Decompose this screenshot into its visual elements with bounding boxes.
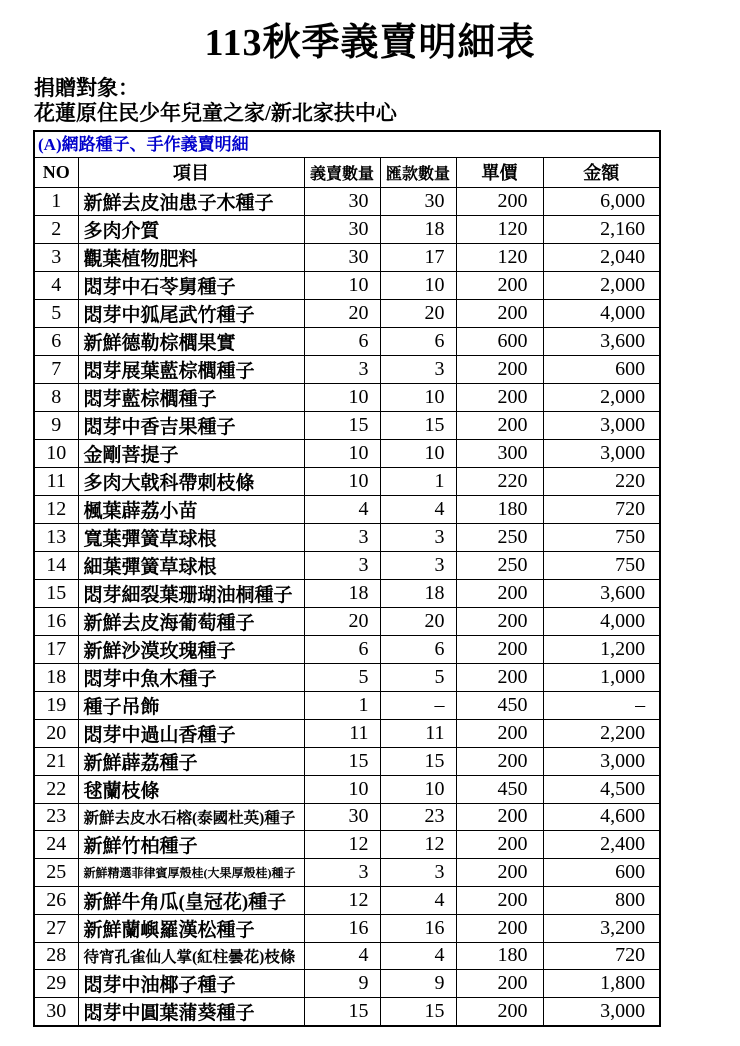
- amount-cell: 2,160: [543, 215, 660, 243]
- unit-price-cell: 120: [456, 243, 543, 271]
- unit-price-cell: 450: [456, 775, 543, 803]
- item-name-text: 觀葉植物肥料: [83, 248, 198, 270]
- amount-cell: 720: [543, 942, 660, 970]
- unit-price-cell: 200: [456, 607, 543, 635]
- table-row: [34, 942, 660, 970]
- amount-cell: 800: [543, 886, 660, 914]
- row-number-cell: 7: [34, 355, 78, 383]
- item-name-cell: [78, 831, 304, 859]
- remit-qty-cell: 10: [380, 271, 456, 299]
- item-name-text: 多肉大戟科帶刺枝條: [83, 472, 255, 494]
- sale-qty-cell: 15: [304, 411, 380, 439]
- table-row: [34, 970, 660, 998]
- table-row: [34, 355, 660, 383]
- item-name-text: 悶芽藍棕櫚種子: [83, 388, 217, 410]
- remit-qty-cell: 20: [380, 299, 456, 327]
- item-name-text: 悶芽中圓葉蒲葵種子: [83, 1003, 255, 1025]
- remit-qty-cell: 6: [380, 327, 456, 355]
- table-body: [34, 187, 660, 1026]
- item-name-cell: [78, 719, 304, 747]
- amount-cell: 3,200: [543, 914, 660, 942]
- item-name-text: 細葉彈簧草球根: [83, 556, 217, 578]
- remit-qty-cell: 6: [380, 635, 456, 663]
- item-name-cell: [78, 523, 304, 551]
- amount-cell: 3,000: [543, 411, 660, 439]
- unit-price-cell: 200: [456, 886, 543, 914]
- column-header-item: 項目: [78, 157, 304, 187]
- item-name-text: 金剛菩提子: [83, 444, 179, 466]
- remit-qty-cell: 3: [380, 859, 456, 887]
- item-name-cell: [78, 747, 304, 775]
- item-name-text: 新鮮去皮海葡萄種子: [83, 612, 255, 634]
- item-name-text: 悶芽中石苓舅種子: [83, 276, 236, 298]
- remit-qty-cell: 11: [380, 719, 456, 747]
- remit-qty-cell: 4: [380, 942, 456, 970]
- item-name-text: 寬葉彈簧草球根: [83, 528, 217, 550]
- remit-qty-cell: 16: [380, 914, 456, 942]
- row-number-cell: 25: [34, 859, 78, 887]
- sale-qty-cell: 5: [304, 663, 380, 691]
- sale-qty-cell: 10: [304, 383, 380, 411]
- row-number-cell: 13: [34, 523, 78, 551]
- row-number-cell: 16: [34, 607, 78, 635]
- remit-qty-cell: 12: [380, 831, 456, 859]
- remit-qty-cell: 10: [380, 439, 456, 467]
- item-name-cell: [78, 299, 304, 327]
- row-number-cell: 30: [34, 998, 78, 1027]
- remit-qty-cell: 3: [380, 551, 456, 579]
- table-row: [34, 215, 660, 243]
- remit-qty-cell: 20: [380, 607, 456, 635]
- amount-cell: 4,000: [543, 299, 660, 327]
- row-number-cell: 18: [34, 663, 78, 691]
- remit-qty-cell: 10: [380, 775, 456, 803]
- sale-qty-cell: 12: [304, 886, 380, 914]
- amount-cell: 3,000: [543, 439, 660, 467]
- sale-qty-cell: 1: [304, 691, 380, 719]
- item-name-text: 新鮮蘭嶼羅漢松種子: [83, 919, 255, 941]
- item-name-cell: [78, 439, 304, 467]
- amount-cell: 6,000: [543, 187, 660, 215]
- item-name-cell: [78, 942, 304, 970]
- row-number-cell: 22: [34, 775, 78, 803]
- table-row: [34, 523, 660, 551]
- row-number-cell: 10: [34, 439, 78, 467]
- sale-qty-cell: 30: [304, 187, 380, 215]
- sale-qty-cell: 16: [304, 914, 380, 942]
- unit-price-cell: 200: [456, 383, 543, 411]
- item-name-cell: [78, 215, 304, 243]
- column-header-no: NO: [34, 157, 78, 187]
- unit-price-cell: 600: [456, 327, 543, 355]
- amount-cell: 2,400: [543, 831, 660, 859]
- section-title: (A)網路種子、手作義賣明細: [34, 131, 660, 158]
- amount-cell: 3,000: [543, 998, 660, 1027]
- row-number-cell: 26: [34, 886, 78, 914]
- item-name-cell: [78, 243, 304, 271]
- unit-price-cell: 200: [456, 914, 543, 942]
- remit-qty-cell: 23: [380, 803, 456, 831]
- table-row: [34, 831, 660, 859]
- row-number-cell: 4: [34, 271, 78, 299]
- item-name-cell: [78, 383, 304, 411]
- table-row: [34, 327, 660, 355]
- amount-cell: 2,040: [543, 243, 660, 271]
- amount-cell: 3,000: [543, 747, 660, 775]
- item-name-text: 新鮮竹柏種子: [83, 836, 198, 858]
- sale-qty-cell: 10: [304, 271, 380, 299]
- sale-qty-cell: 3: [304, 551, 380, 579]
- remit-qty-cell: 15: [380, 998, 456, 1027]
- row-number-cell: 3: [34, 243, 78, 271]
- sale-qty-cell: 6: [304, 635, 380, 663]
- unit-price-cell: 180: [456, 942, 543, 970]
- table-row: [34, 579, 660, 607]
- sale-qty-cell: 12: [304, 831, 380, 859]
- unit-price-cell: 200: [456, 803, 543, 831]
- row-number-cell: 6: [34, 327, 78, 355]
- item-name-text: 新鮮精選菲律賓厚殼桂(大果厚殼桂)種子: [83, 866, 296, 881]
- amount-cell: 750: [543, 551, 660, 579]
- table-row: [34, 691, 660, 719]
- item-name-text: 新鮮薜荔種子: [83, 752, 198, 774]
- column-header-amount: 金額: [543, 157, 660, 187]
- item-name-cell: [78, 495, 304, 523]
- item-name-cell: [78, 886, 304, 914]
- remit-qty-cell: –: [380, 691, 456, 719]
- amount-cell: 1,000: [543, 663, 660, 691]
- table-row: [34, 998, 660, 1027]
- item-name-cell: [78, 411, 304, 439]
- sale-qty-cell: 10: [304, 467, 380, 495]
- item-name-text: 楓葉薜荔小苗: [83, 500, 198, 522]
- unit-price-cell: 120: [456, 215, 543, 243]
- row-number-cell: 19: [34, 691, 78, 719]
- amount-cell: –: [543, 691, 660, 719]
- table-row: [34, 859, 660, 887]
- unit-price-cell: 200: [456, 831, 543, 859]
- column-header-remit-qty: 匯款數量: [380, 157, 456, 187]
- item-name-cell: [78, 859, 304, 887]
- row-number-cell: 27: [34, 914, 78, 942]
- item-name-text: 悶芽細裂葉珊瑚油桐種子: [83, 584, 293, 606]
- sale-qty-cell: 3: [304, 523, 380, 551]
- table-row: [34, 411, 660, 439]
- remit-qty-cell: 4: [380, 886, 456, 914]
- item-name-cell: [78, 187, 304, 215]
- row-number-cell: 9: [34, 411, 78, 439]
- item-name-cell: [78, 467, 304, 495]
- item-name-text: 新鮮沙漠玫瑰種子: [83, 640, 236, 662]
- sale-qty-cell: 4: [304, 942, 380, 970]
- remit-qty-cell: 18: [380, 579, 456, 607]
- item-name-cell: [78, 635, 304, 663]
- remit-qty-cell: 4: [380, 495, 456, 523]
- amount-cell: 220: [543, 467, 660, 495]
- item-name-text: 毬蘭枝條: [83, 780, 160, 802]
- table-header-row: [34, 157, 660, 187]
- sale-qty-cell: 20: [304, 607, 380, 635]
- unit-price-cell: 200: [456, 635, 543, 663]
- table-row: [34, 551, 660, 579]
- remit-qty-cell: 17: [380, 243, 456, 271]
- item-name-cell: [78, 551, 304, 579]
- item-name-cell: [78, 355, 304, 383]
- item-name-text: 悶芽中香吉果種子: [83, 416, 236, 438]
- unit-price-cell: 300: [456, 439, 543, 467]
- donation-label: 捐贈對象：: [34, 75, 139, 100]
- amount-cell: 4,600: [543, 803, 660, 831]
- item-name-text: 新鮮去皮水石榕(泰國杜英)種子: [83, 809, 296, 827]
- unit-price-cell: 250: [456, 551, 543, 579]
- sale-qty-cell: 30: [304, 215, 380, 243]
- unit-price-cell: 200: [456, 970, 543, 998]
- table-row: [34, 747, 660, 775]
- unit-price-cell: 200: [456, 747, 543, 775]
- table-row: [34, 635, 660, 663]
- remit-qty-cell: 15: [380, 411, 456, 439]
- row-number-cell: 21: [34, 747, 78, 775]
- remit-qty-cell: 3: [380, 355, 456, 383]
- row-number-cell: 15: [34, 579, 78, 607]
- row-number-cell: 12: [34, 495, 78, 523]
- amount-cell: 720: [543, 495, 660, 523]
- donation-info: [34, 76, 740, 126]
- sale-qty-cell: 30: [304, 243, 380, 271]
- row-number-cell: 8: [34, 383, 78, 411]
- remit-qty-cell: 1: [380, 467, 456, 495]
- table-row: [34, 243, 660, 271]
- amount-cell: 1,200: [543, 635, 660, 663]
- remit-qty-cell: 9: [380, 970, 456, 998]
- sale-qty-cell: 3: [304, 355, 380, 383]
- amount-cell: 3,600: [543, 579, 660, 607]
- sale-qty-cell: 15: [304, 998, 380, 1027]
- row-number-cell: 2: [34, 215, 78, 243]
- amount-cell: 2,200: [543, 719, 660, 747]
- remit-qty-cell: 15: [380, 747, 456, 775]
- remit-qty-cell: 30: [380, 187, 456, 215]
- row-number-cell: 20: [34, 719, 78, 747]
- item-name-text: 種子吊飾: [83, 696, 160, 718]
- item-name-text: 待宵孔雀仙人掌(紅柱曇花)枝條: [83, 948, 296, 966]
- unit-price-cell: 180: [456, 495, 543, 523]
- item-name-text: 新鮮去皮油患子木種子: [83, 192, 274, 214]
- item-name-text: 多肉介質: [83, 220, 160, 242]
- remit-qty-cell: 5: [380, 663, 456, 691]
- unit-price-cell: 200: [456, 187, 543, 215]
- table-row: [34, 187, 660, 215]
- sale-qty-cell: 20: [304, 299, 380, 327]
- item-name-cell: [78, 970, 304, 998]
- item-name-cell: [78, 607, 304, 635]
- table-row: [34, 467, 660, 495]
- table-row: [34, 439, 660, 467]
- item-name-text: 新鮮德勒棕櫚果實: [83, 332, 236, 354]
- table-row: [34, 803, 660, 831]
- amount-cell: 4,500: [543, 775, 660, 803]
- item-name-text: 悶芽展葉藍棕櫚種子: [83, 360, 255, 382]
- sale-qty-cell: 11: [304, 719, 380, 747]
- sale-qty-cell: 4: [304, 495, 380, 523]
- unit-price-cell: 200: [456, 719, 543, 747]
- table-row: [34, 914, 660, 942]
- table-row: [34, 607, 660, 635]
- row-number-cell: 5: [34, 299, 78, 327]
- unit-price-cell: 200: [456, 663, 543, 691]
- unit-price-cell: 200: [456, 579, 543, 607]
- row-number-cell: 28: [34, 942, 78, 970]
- row-number-cell: 24: [34, 831, 78, 859]
- table-row: [34, 383, 660, 411]
- unit-price-cell: 200: [456, 998, 543, 1027]
- amount-cell: 2,000: [543, 271, 660, 299]
- item-name-text: 悶芽中狐尾武竹種子: [83, 304, 255, 326]
- amount-cell: 4,000: [543, 607, 660, 635]
- amount-cell: 750: [543, 523, 660, 551]
- column-header-unit-price: 單價: [456, 157, 543, 187]
- item-name-text: 悶芽中過山香種子: [83, 724, 236, 746]
- item-name-cell: [78, 775, 304, 803]
- sale-qty-cell: 3: [304, 859, 380, 887]
- unit-price-cell: 220: [456, 467, 543, 495]
- table-row: [34, 495, 660, 523]
- remit-qty-cell: 3: [380, 523, 456, 551]
- row-number-cell: 17: [34, 635, 78, 663]
- amount-cell: 3,600: [543, 327, 660, 355]
- amount-cell: 1,800: [543, 970, 660, 998]
- item-name-cell: [78, 914, 304, 942]
- sale-qty-cell: 9: [304, 970, 380, 998]
- row-number-cell: 23: [34, 803, 78, 831]
- sales-table: [33, 130, 661, 1028]
- sale-qty-cell: 30: [304, 803, 380, 831]
- item-name-cell: [78, 803, 304, 831]
- sale-qty-cell: 10: [304, 775, 380, 803]
- item-name-text: 悶芽中油椰子種子: [83, 975, 236, 997]
- table-row: [34, 299, 660, 327]
- sale-qty-cell: 10: [304, 439, 380, 467]
- amount-cell: 2,000: [543, 383, 660, 411]
- unit-price-cell: 250: [456, 523, 543, 551]
- table-row: [34, 271, 660, 299]
- donation-target: 花蓮原住民少年兒童之家/新北家扶中心: [34, 100, 397, 125]
- item-name-text: 悶芽中魚木種子: [83, 668, 217, 690]
- unit-price-cell: 200: [456, 271, 543, 299]
- sale-qty-cell: 6: [304, 327, 380, 355]
- table-row: [34, 719, 660, 747]
- row-number-cell: 1: [34, 187, 78, 215]
- table-row: [34, 775, 660, 803]
- unit-price-cell: 200: [456, 299, 543, 327]
- item-name-cell: [78, 271, 304, 299]
- unit-price-cell: 200: [456, 411, 543, 439]
- section-title-row: [34, 131, 660, 158]
- item-name-text: 新鮮牛角瓜(皇冠花)種子: [83, 891, 287, 913]
- unit-price-cell: 450: [456, 691, 543, 719]
- remit-qty-cell: 18: [380, 215, 456, 243]
- row-number-cell: 14: [34, 551, 78, 579]
- item-name-cell: [78, 663, 304, 691]
- sale-qty-cell: 18: [304, 579, 380, 607]
- unit-price-cell: 200: [456, 355, 543, 383]
- amount-cell: 600: [543, 355, 660, 383]
- row-number-cell: 29: [34, 970, 78, 998]
- item-name-cell: [78, 579, 304, 607]
- row-number-cell: 11: [34, 467, 78, 495]
- remit-qty-cell: 10: [380, 383, 456, 411]
- page-title: 113秋季義賣明細表: [204, 22, 536, 64]
- item-name-cell: [78, 691, 304, 719]
- sale-qty-cell: 15: [304, 747, 380, 775]
- column-header-sale-qty: 義賣數量: [304, 157, 380, 187]
- table-row: [34, 663, 660, 691]
- unit-price-cell: 200: [456, 859, 543, 887]
- item-name-cell: [78, 998, 304, 1027]
- item-name-cell: [78, 327, 304, 355]
- table-row: [34, 886, 660, 914]
- amount-cell: 600: [543, 859, 660, 887]
